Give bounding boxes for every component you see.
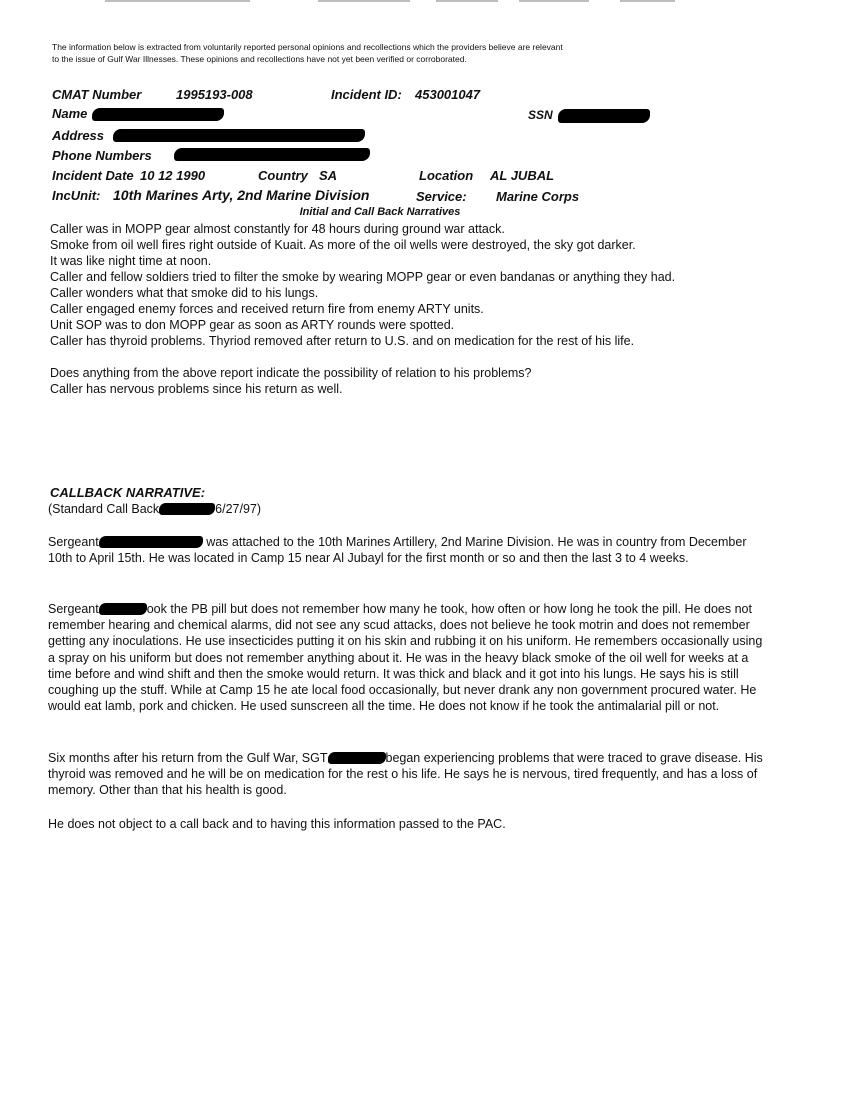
callback-paragraph-1 [48,534,763,566]
incident-date-value: 10 12 1990 [140,168,206,183]
redaction-bar [113,129,365,142]
narrative-line: Caller engaged enemy forces and received return fire from enemy ARTY units. [50,302,484,316]
scan-mark [436,0,498,2]
narrative-line: Caller was in MOPP gear almost constantly for 48 hours during ground war attack. [50,222,505,236]
callback-paragraph-2 [48,601,763,714]
redaction-bar [99,603,147,615]
incident-date-label: Incident Date [52,168,134,183]
incunit-value: 10th Marines Arty, 2nd Marine Division [113,187,370,203]
std-call-back-date: 6/27/97) [215,502,262,516]
incunit-label: IncUnit: [52,188,101,203]
scan-mark [318,0,410,2]
standard-call-back-line [48,501,763,517]
narrative-line [50,349,730,365]
redaction-bar [99,536,203,548]
service-label: Service: [416,189,467,204]
para-text: ook the PB pill but does not remember how many he took, how often or how long he took the pill. He does not remember hearing and chemical alarms, did not see any scud attacks, does not believe he took motrin and does not remember getting any inoculations. He use insecticides putting it on his skin and rubbing it on his uniform. He remembers occasionally using a spray on his uniform but does not remember anything about it. He was in the heavy black smoke of the oil well for weeks at a time before and wind shift and then the smoke would return. It was thick and black and it got into his lungs. He says his is still coughing up the stuff. While at Camp 15 he ate local food occasionally, but never drank any non government procured water. He would eat lamb, pork and chicken. He used sunscreen all the time. He does not know if he took the antimalarial pill or not. [48,602,763,714]
para-prefix: Six months after his return from the Gulf War, SGT [48,751,328,765]
address-label: Address [52,128,105,143]
narrative-line: Unit SOP was to don MOPP gear as soon as ARTY rounds were spotted. [50,318,455,332]
redaction-bar [92,108,224,121]
initial-narrative [50,221,730,397]
std-call-back-prefix: (Standard Call Back [48,502,160,516]
para-text: was attached to the 10th Marines Artillery, 2nd Marine Division. He was in country from December 10th to April 15th. He was located in Camp 15 near Al Jubayl for the first month or so and then the last 3 to 4 weeks. [48,535,747,566]
scan-mark [620,0,675,2]
ssn-label: SSN [528,108,553,122]
narrative-line: Smoke from oil well fires right outside of Kuait. As more of the oil wells were destroyed, the sky got darker. [50,238,636,252]
incident-id-label: Incident ID: [331,87,402,102]
disclaimer-text: The information below is extracted from voluntarily reported personal opinions and recollections which the providers believe are relevant to the issue of Gulf War Illnesses. These opinions and recollections have not yet been verified or corroborated. [52,42,563,64]
para-prefix: Sergeant [48,535,99,549]
narrative-line: Caller and fellow soldiers tried to filter the smoke by wearing MOPP gear or even bandanas or anything they had. [50,270,676,284]
callback-paragraph-4: He does not object to a call back and to having this information passed to the PAC. [48,817,506,831]
narrative-line: It was like night time at noon. [50,254,212,268]
narrative-line: Caller wonders what that smoke did to his lungs. [50,286,319,300]
location-label: Location [419,168,474,183]
para-text: began experiencing problems that were traced to grave disease. His thyroid was removed and he will be on medication for the rest o his life. He says he is nervous, tired frequently, and has a loss of memory. Other than that his health is good. [48,751,763,798]
narratives-heading: Initial and Call Back Narratives [299,206,461,218]
cmat-label: CMAT Number [52,87,142,102]
location-value: AL JUBAL [490,168,555,183]
redaction-bar [159,503,215,515]
redaction-bar [174,148,370,161]
incident-id-value: 453001047 [415,87,481,102]
phone-label: Phone Numbers [52,148,152,163]
narrative-line: Does anything from the above report indicate the possibility of relation to his problems? [50,366,532,380]
narrative-line: Caller has thyroid problems. Thyriod removed after return to U.S. and on medication for the rest of his life. [50,334,635,348]
country-label: Country [258,168,308,183]
cmat-value: 1995193-008 [176,87,253,102]
narrative-line: Caller has nervous problems since his return as well. [50,382,343,396]
para-prefix: Sergeant [48,602,99,616]
name-label: Name [52,106,88,121]
callback-paragraph-3 [48,750,763,799]
service-value: Marine Corps [496,189,580,204]
scan-mark [519,0,589,2]
redaction-bar [328,752,386,764]
callback-heading: CALLBACK NARRATIVE: [50,485,206,500]
redaction-bar [558,109,650,123]
country-value: SA [319,168,338,183]
scan-mark [105,0,250,2]
